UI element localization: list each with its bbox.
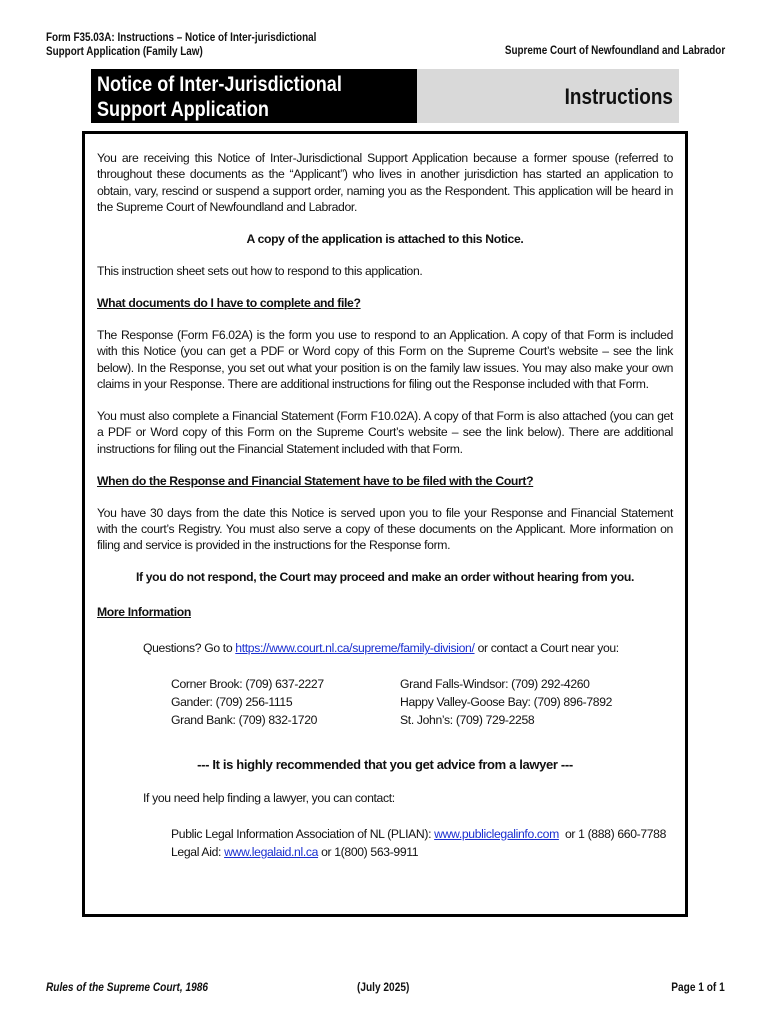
questions-prefix: Questions? Go to xyxy=(143,641,236,656)
legal-aid-suffix: or 1(800) 563-9911 xyxy=(318,844,419,859)
form-title xyxy=(46,31,316,59)
contact-gander: Gander: (709) 256-1115 xyxy=(171,694,293,709)
questions-line xyxy=(97,640,673,656)
court-website-link[interactable]: https://www.court.nl.ca/supreme/family-division/ xyxy=(235,641,475,656)
contact-grand-bank: Grand Bank: (709) 832-1720 xyxy=(171,713,318,728)
copy-attached-note: A copy of the application is attached to this Notice. xyxy=(246,232,524,247)
instructions-content xyxy=(97,150,673,876)
contact-grand-falls-windsor: Grand Falls-Windsor: (709) 292-4260 xyxy=(400,676,590,691)
filing-deadline-paragraph: You have 30 days from the date this Notice is served upon you to file your Response and Financial Statement with the court’s Registry. You must also serve a copy of these documents on the Applicant. More information on filing and service is provided in the instructions for the Response form. xyxy=(97,505,673,553)
plian-suffix: or 1 (888) 660-7788 xyxy=(558,826,667,841)
response-paragraph: The Response (Form F6.02A) is the form you use to respond to an Application. A copy of that Form is included with this Notice (you can get a PDF or Word copy of this Form on the Supreme Court’s website – see the link below). In the Response, you set out what your position is on the family law issues. You may also make your own claims in your Response. There are additional instructions for filing out the Response included with that Form. xyxy=(97,327,673,392)
more-information-heading: More Information xyxy=(97,604,191,619)
plian-link[interactable]: www.publiclegalinfo.com xyxy=(434,826,559,841)
documents-heading: What documents do I have to complete and file? xyxy=(97,295,361,310)
sheet-purpose: This instruction sheet sets out how to respond to this application. xyxy=(97,264,423,279)
no-response-warning: If you do not respond, the Court may proceed and make an order without hearing from you. xyxy=(135,570,635,585)
legal-aid-link[interactable]: www.legalaid.nl.ca xyxy=(224,844,319,859)
court-name: Supreme Court of Newfoundland and Labrador xyxy=(504,45,725,57)
legal-aid-prefix: Legal Aid: xyxy=(171,844,225,859)
court-contacts xyxy=(171,676,673,729)
intro-paragraph: You are receiving this Notice of Inter-Jurisdictional Support Application because a former spouse (referred to throughout these documents as the “Applicant”) who lives in another jurisdiction has started an application to obtain, vary, rescind or suspend a support order, naming you as the Respondent. This application will be heard in the Supreme Court of Newfoundland and Labrador. xyxy=(97,151,673,215)
questions-suffix: or contact a Court near you: xyxy=(474,641,619,656)
form-title-line2: Support Application (Family Law) xyxy=(46,46,203,58)
instructions-label: Instructions xyxy=(564,84,673,109)
contact-st-johns: St. John’s: (709) 729-2258 xyxy=(400,713,535,728)
notice-title-banner xyxy=(91,69,417,123)
footer-date: (July 2025) xyxy=(357,982,410,994)
filing-deadline-heading: When do the Response and Financial Statement have to be filed with the Court? xyxy=(97,473,534,488)
form-title-line1: Form F35.03A: Instructions – Notice of Inter-jurisdictional xyxy=(46,32,317,44)
plian-prefix: Public Legal Information Association of NL (PLIAN): xyxy=(171,826,435,841)
footer-rules: Rules of the Supreme Court, 1986 xyxy=(46,982,208,994)
plian-contact xyxy=(97,826,673,842)
lawyer-recommendation: --- It is highly recommended that you get advice from a lawyer --- xyxy=(197,756,573,772)
instructions-banner xyxy=(417,69,679,123)
legal-aid-contact xyxy=(97,844,673,860)
contact-corner-brook: Corner Brook: (709) 637-2227 xyxy=(171,676,324,691)
footer-page-number: Page 1 of 1 xyxy=(671,982,725,994)
notice-title-line2: Support Application xyxy=(97,98,269,121)
contact-happy-valley-goose-bay: Happy Valley-Goose Bay: (709) 896-7892 xyxy=(400,694,613,709)
financial-statement-paragraph: You must also complete a Financial Statement (Form F10.02A). A copy of that Form is also attached (you can get a PDF or Word copy of this Form on the Supreme Court’s website – see the link below). There are additional instructions for filing out the Financial Statement included with that Form. xyxy=(97,408,673,456)
lawyer-help-line: If you need help finding a lawyer, you can contact: xyxy=(143,791,395,806)
notice-title-line1: Notice of Inter-Jurisdictional xyxy=(97,73,342,96)
